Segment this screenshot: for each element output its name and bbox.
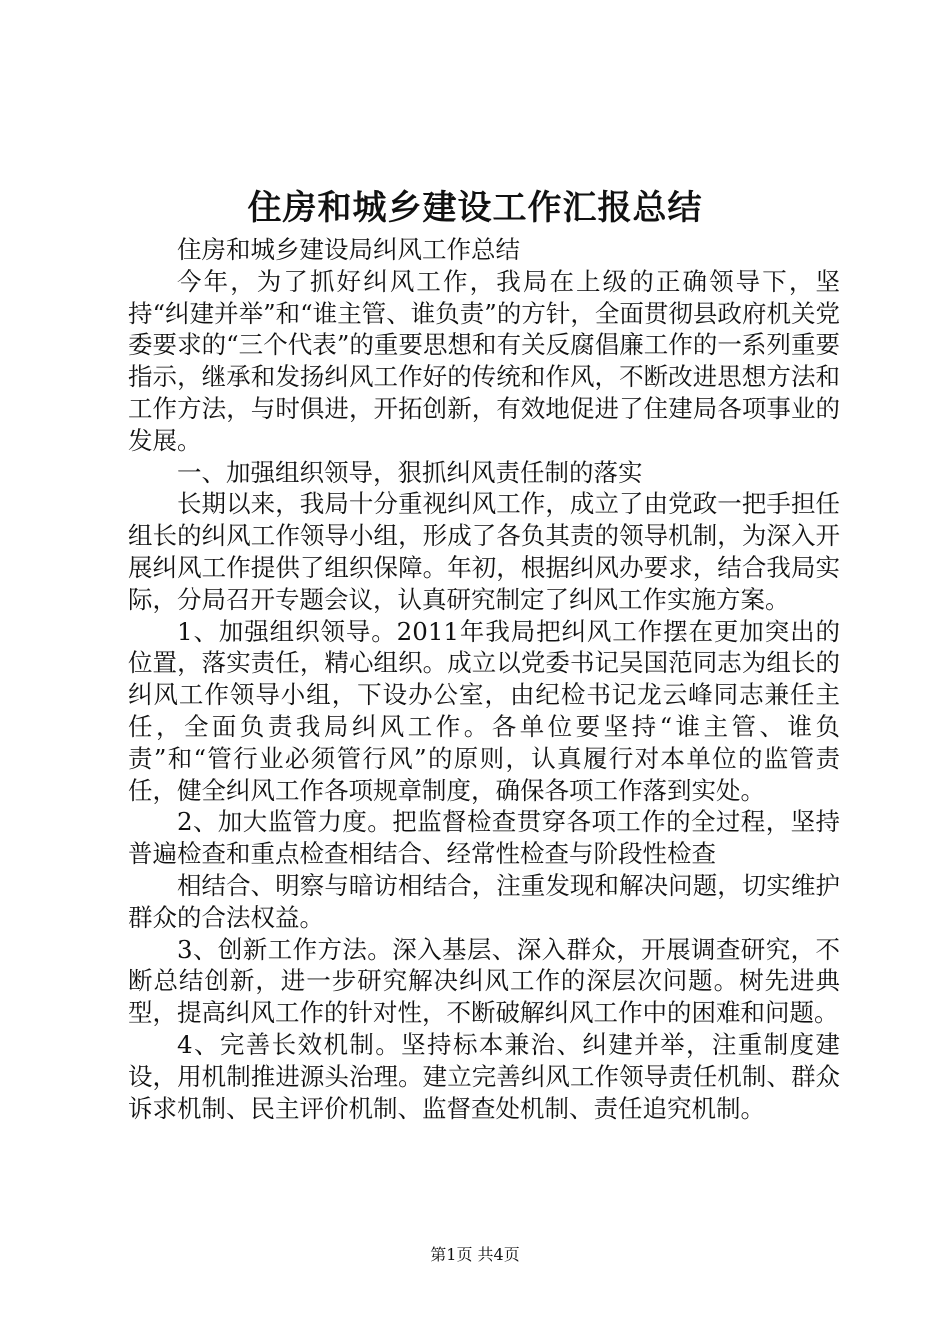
paragraph-item-1: 1、加强组织领导。2011年我局把纠风工作摆在更加突出的位置，落实责任，精心组织。成立以党委书记吴国范同志为组长的纠风工作领导小组，下设办公室，由纪检书记龙云峰同志兼任主任，全面负责我局纠风工作。各单位要坚持“谁主管、谁负责”和“管行业必须管行风”的原则，认真履行对本单位的监管责任，健全纠风工作各项规章制度，确保各项工作落到实处。 — [128, 616, 840, 805]
paragraph-item-3: 3、创新工作方法。深入基层、深入群众，开展调查研究，不断总结创新，进一步研究解决纠风工作的深层次问题。树先进典型，提高纠风工作的针对性，不断破解纠风工作中的困难和问题。 — [128, 934, 840, 1028]
section-heading-1: 一、加强组织领导，狠抓纠风责任制的落实 — [177, 457, 643, 487]
paragraph-item-2: 2、加大监管力度。把监督检查贯穿各项工作的全过程，坚持普遍检查和重点检查相结合、经常性检查与阶段性检查 — [128, 807, 840, 869]
page-footer: 第1页 共4页 — [430, 1245, 520, 1264]
document-title: 住房和城乡建设工作汇报总结 — [247, 188, 703, 228]
paragraph-subtitle: 住房和城乡建设局纠风工作总结 — [177, 235, 520, 264]
paragraph-item-4: 4、完善长效机制。坚持标本兼治、纠建并举，注重制度建设，用机制推进源头治理。建立完善纠风工作领导责任机制、群众诉求机制、民主评价机制、监督查处机制、责任追究机制。 — [128, 1029, 840, 1123]
document-body — [128, 234, 840, 1124]
paragraph-item-2-continued: 相结合、明察与暗访相结合，注重发现和解决问题，切实维护群众的合法权益。 — [128, 870, 840, 932]
paragraph-section-1: 长期以来，我局十分重视纠风工作，成立了由党政一把手担任组长的纠风工作领导小组，形成了各负其责的领导机制，为深入开展纠风工作提供了组织保障。年初，根据纠风办要求，结合我局实际，分局召开专题会议，认真研究制定了纠风工作实施方案。 — [128, 489, 840, 614]
paragraph-intro: 今年，为了抓好纠风工作，我局在上级的正确领导下，坚持“纠建并举”和“谁主管、谁负责”的方针，全面贯彻县政府机关党委要求的“三个代表”的重要思想和有关反腐倡廉工作的一系列重要指示，继承和发扬纠风工作好的传统和作风，不断改进思想方法和工作方法，与时俱进，开拓创新，有效地促进了住建局各项事业的发展。 — [128, 266, 840, 455]
